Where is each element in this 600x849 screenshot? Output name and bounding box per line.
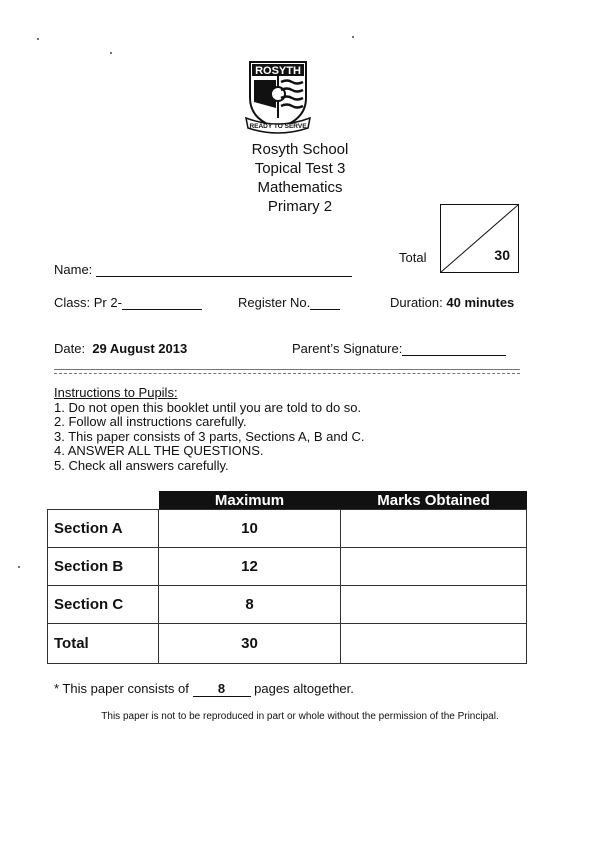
- section-label: Section C: [48, 586, 159, 624]
- register-field[interactable]: [310, 295, 340, 310]
- total-score-box: [440, 204, 519, 273]
- section-maximum: 30: [159, 624, 341, 664]
- marks-obtained-cell[interactable]: [341, 510, 527, 548]
- date-label: Date:: [54, 341, 86, 356]
- name-label: Name:: [54, 262, 93, 277]
- table-row: [48, 510, 527, 548]
- scan-speck: [37, 38, 39, 40]
- marks-table: [47, 491, 527, 664]
- class-label: Class: Pr 2-: [54, 295, 122, 310]
- pages-note-suffix: pages altogether.: [254, 681, 354, 696]
- section-maximum: 12: [159, 548, 341, 586]
- scan-speck: [110, 52, 112, 54]
- pages-count: 8: [193, 681, 251, 697]
- divider-rule-dashed: [54, 373, 520, 374]
- class-field[interactable]: [122, 295, 202, 310]
- section-label: Section A: [48, 510, 159, 548]
- school-name: Rosyth School: [251, 141, 349, 158]
- test-name: Topical Test 3: [254, 160, 346, 177]
- section-label: Section B: [48, 548, 159, 586]
- table-row: [48, 586, 527, 624]
- header-maximum: Maximum: [159, 491, 341, 510]
- scan-speck: [18, 566, 20, 568]
- signature-row: [292, 341, 506, 356]
- copyright-notice: This paper is not to be reproduced in part or whole without the permission of the Principal.: [101, 711, 499, 722]
- marks-table-header: [48, 491, 527, 510]
- school-crest: [244, 58, 312, 134]
- class-row: [54, 295, 202, 310]
- table-row: [48, 548, 527, 586]
- section-label: Total: [48, 624, 159, 664]
- duration-value: 40 minutes: [446, 295, 515, 310]
- date-value: 29 August 2013: [92, 341, 188, 356]
- name-row: [54, 262, 352, 277]
- total-label: Total: [399, 250, 427, 265]
- instructions: [54, 386, 364, 474]
- instruction-item: 2. Follow all instructions carefully.: [54, 414, 247, 430]
- crest-motto-text: READY TO SERVE: [249, 123, 307, 130]
- date-row: [54, 341, 187, 356]
- table-row: [48, 624, 527, 664]
- scan-speck: [352, 36, 354, 38]
- pages-note-prefix: * This paper consists of: [54, 681, 189, 696]
- subject-name: Mathematics: [257, 179, 343, 196]
- name-field[interactable]: [96, 262, 352, 277]
- instruction-item: 3. This paper consists of 3 parts, Sections A, B and C.: [54, 428, 365, 444]
- section-maximum: 8: [159, 586, 341, 624]
- marks-obtained-cell[interactable]: [341, 624, 527, 664]
- pages-note: [54, 681, 354, 697]
- duration-row: [390, 295, 514, 310]
- crest-banner-text: ROSYTH: [255, 65, 301, 77]
- register-row: [238, 295, 340, 310]
- instruction-item: 5. Check all answers carefully.: [54, 457, 229, 473]
- instructions-title: Instructions to Pupils:: [54, 385, 178, 400]
- instructions-list: [54, 401, 364, 474]
- total-out-of: 30: [494, 247, 510, 263]
- instruction-item: 4. ANSWER ALL THE QUESTIONS.: [54, 443, 264, 459]
- instruction-item: 1. Do not open this booklet until you are told to do so.: [54, 399, 362, 415]
- signature-label: Parent’s Signature:: [292, 341, 403, 356]
- signature-field[interactable]: [402, 341, 506, 356]
- marks-obtained-cell[interactable]: [341, 586, 527, 624]
- header-marks-obtained: Marks Obtained: [341, 491, 527, 510]
- section-maximum: 10: [159, 510, 341, 548]
- level-name: Primary 2: [267, 198, 333, 215]
- marks-obtained-cell[interactable]: [341, 548, 527, 586]
- register-label: Register No.: [238, 295, 311, 310]
- duration-label: Duration:: [390, 295, 443, 310]
- header-blank-cell: [48, 491, 159, 510]
- divider-rule: [54, 369, 520, 370]
